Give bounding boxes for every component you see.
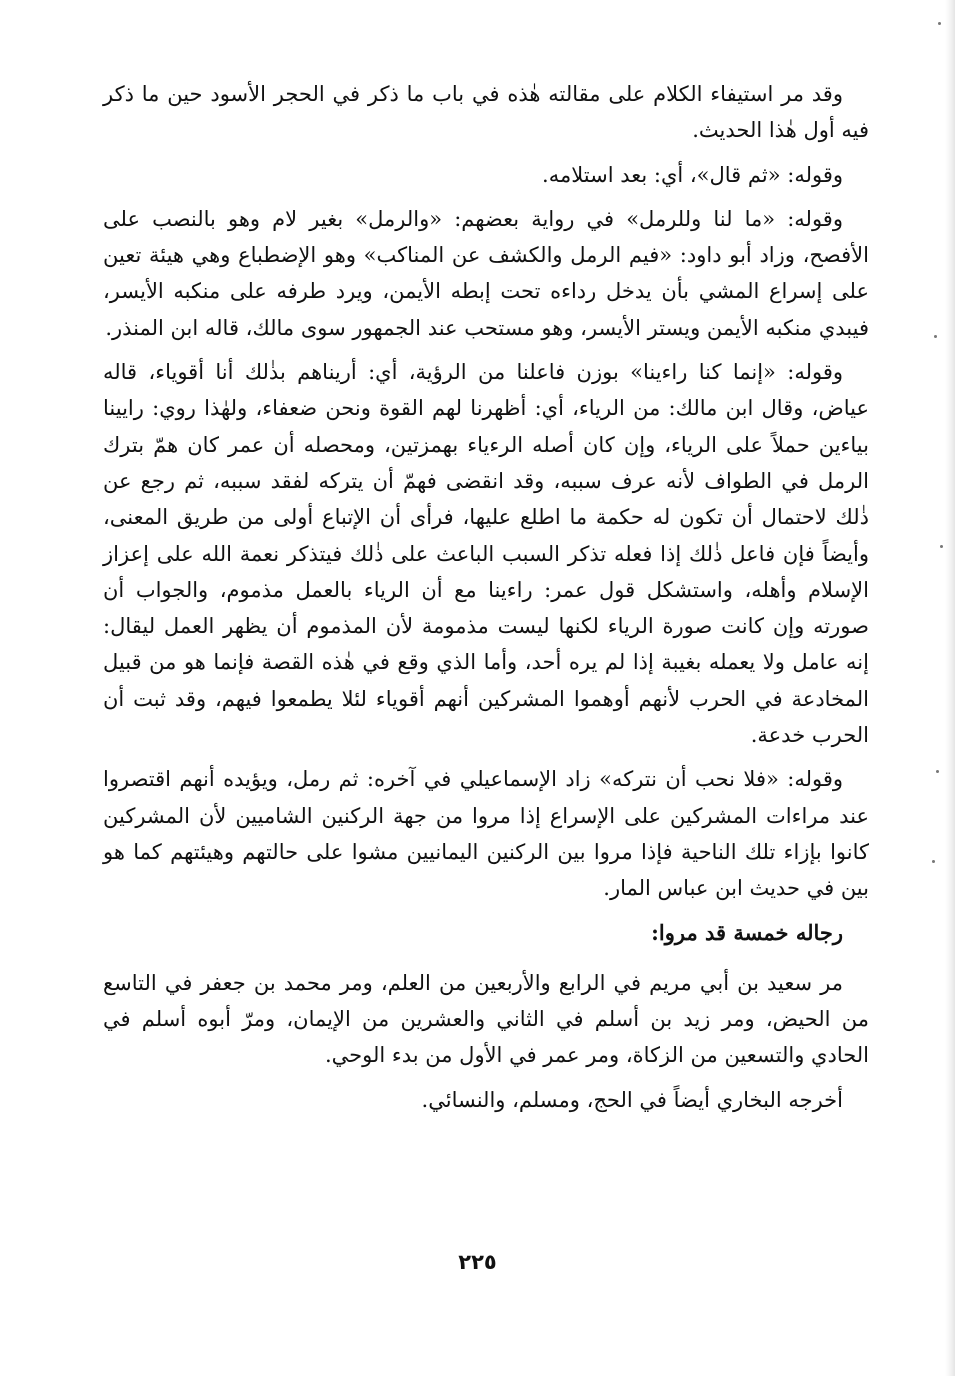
paragraph-not-leave: وقوله: «فلا نحب أن نتركه» زاد الإسماعيلي في آخره: ثم رمل، ويؤيده أنهم اقتصروا عند مراءات المشركين على الإسراع إذا مروا من جهة الركنين الشاميين لأن المشركين كانوا بإزاء تلك الناحية فإذا مروا بين الركنين اليمانيين مشوا على حالتهم وهيئتهم كما هو بين في حديث ابن عباس المار. [103, 767, 869, 901]
narrators-heading: رجاله خمسة قد مروا: [651, 919, 843, 945]
page-number: ٢٢٥ [458, 1250, 497, 1274]
scan-edge-shadow [945, 0, 955, 1376]
scan-speck [932, 860, 935, 863]
paragraph-then-said: وقوله: «ثم قال»، أي: بعد استلامه. [542, 162, 843, 187]
scan-speck [940, 545, 943, 548]
scan-speck [934, 335, 937, 338]
paragraph-intro: وقد مر استيفاء الكلام على مقالته هٰذه في باب ما ذكر في الحجر الأسود حين ما ذكر فيه أول هٰذا الحديث. [103, 82, 869, 143]
paragraph-raaina: وقوله: «إنما كنا راءينا» بوزن فاعلنا من الرؤية، أي: أريناهم بذٰلك أنا أقوياء، قاله عياض، وقال ابن مالك: من الرياء، أي: أظهرنا لهم القوة ونحن ضعفاء، ولهٰذا روي: رايينا بياءين حملاً على الرياء، وإن كان أصله الرءياء بهمزتين، ومحصله أن عمر كان همّ بترك الرمل في الطواف لأنه عرف سببه، وقد انقضى فهمّ أن يتركه لفقد سببه، ثم رجع عن ذٰلك لاحتمال أن تكون له حكمة ما اطلع عليها، فرأى أن الإتباع أولى من طريق المعنى، وأيضاً فإن فاعل ذٰلك إذا فعله تذكر السبب الباعث على ذٰلك فيتذكر نعمة الله على إعزاز الإسلام وأهله، واستشكل قول عمر: راءينا مع أن الرياء بالعمل مذموم، والجواب أن صورته وإن كانت صورة الرياء لكنها ليست مذمومة لأن المذموم أن يظهر العمل ليقال: إنه عامل ولا يعمله بغيبة إذا لم يره أحد، وأما الذي وقع في هٰذه القصة فإنما هو من قبيل المخادعة في الحرب لأنهم أوهموا المشركين أنهم أقوياء لئلا يطمعوا فيهم، وقد ثبت أن الحرب خدعة. [103, 360, 869, 748]
paragraph-sources: أخرجه البخاري أيضاً في الحج، ومسلم، والنسائي. [421, 1087, 843, 1112]
scan-speck [938, 22, 941, 25]
paragraph-narrators: مر سعيد بن أبي مريم في الرابع والأربعين من العلم، ومر محمد بن جعفر في التاسع من الحيض، ومر زيد بن أسلم في الثاني والعشرين من الإيمان، ومرّ أبوه أسلم في الحادي والتسعين من الزكاة، ومر عمر في الأول من بدء الوحي. [103, 970, 869, 1068]
scan-speck [936, 770, 939, 773]
paragraph-raml: وقوله: «ما لنا وللرمل» في رواية بعضهم: «والرمل» بغير لام وهو بالنصب على الأفصح، وزاد أبو داود: «فيم الرمل والكشف عن المناكب» وهو الإضطباع وهي هيئة تعين على إسراع المشي بأن يدخل رداءه تحت إبطه الأيمن، ويرد طرفه على منكبه الأيسر، فيبدي منكبه الأيمن ويستر الأيسر، وهو مستحب عند الجمهور سوى مالك، قاله ابن المنذر. [103, 206, 869, 340]
body-text [103, 76, 869, 1126]
